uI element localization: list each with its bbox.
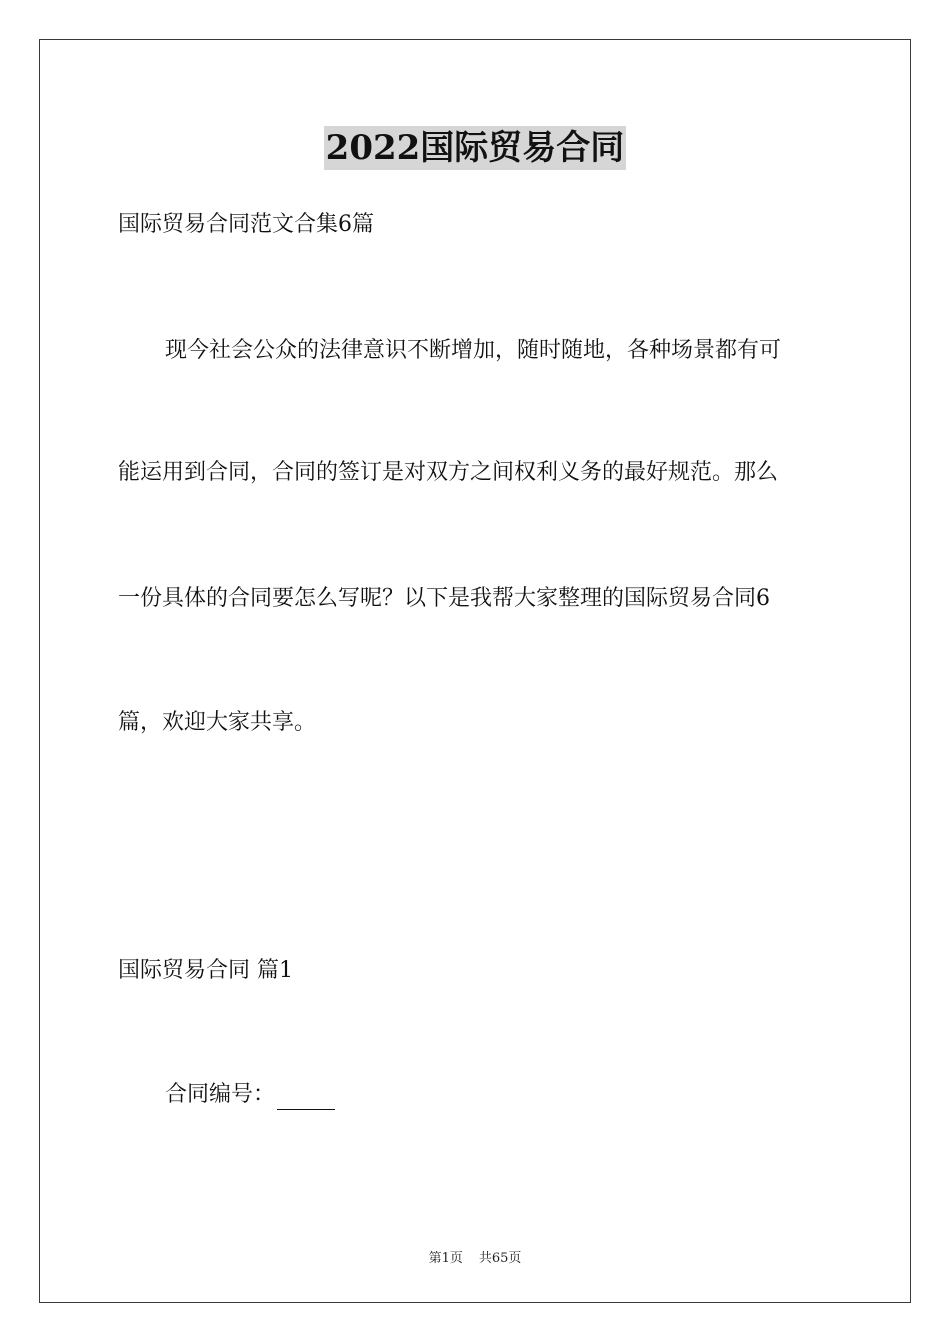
- document-title: 2022国际贸易合同: [325, 128, 625, 168]
- document-page: [39, 39, 911, 1303]
- document-title-wrapper: [40, 126, 910, 170]
- page-total: 共65页: [478, 1251, 522, 1266]
- document-subtitle: 国际贸易合同范文合集6篇: [118, 212, 374, 237]
- paragraph-line-4: 篇，欢迎大家共享。: [118, 710, 317, 735]
- section-heading: 国际贸易合同 篇1: [118, 958, 293, 983]
- paragraph-line-1: 现今社会公众的法律意识不断增加，随时随地，各种场景都有可: [165, 338, 782, 363]
- page-footer: [40, 1250, 910, 1268]
- contract-number-blank: [277, 1087, 335, 1110]
- contract-number-label: 合同编号：: [165, 1082, 276, 1107]
- paragraph-line-3: 一份具体的合同要怎么写呢？以下是我帮大家整理的国际贸易合同6: [118, 586, 770, 611]
- paragraph-line-2: 能运用到合同，合同的签订是对双方之间权利义务的最好规范。那么: [118, 460, 779, 485]
- contract-number-row: [165, 1080, 335, 1110]
- page-current: 第1页: [428, 1251, 463, 1266]
